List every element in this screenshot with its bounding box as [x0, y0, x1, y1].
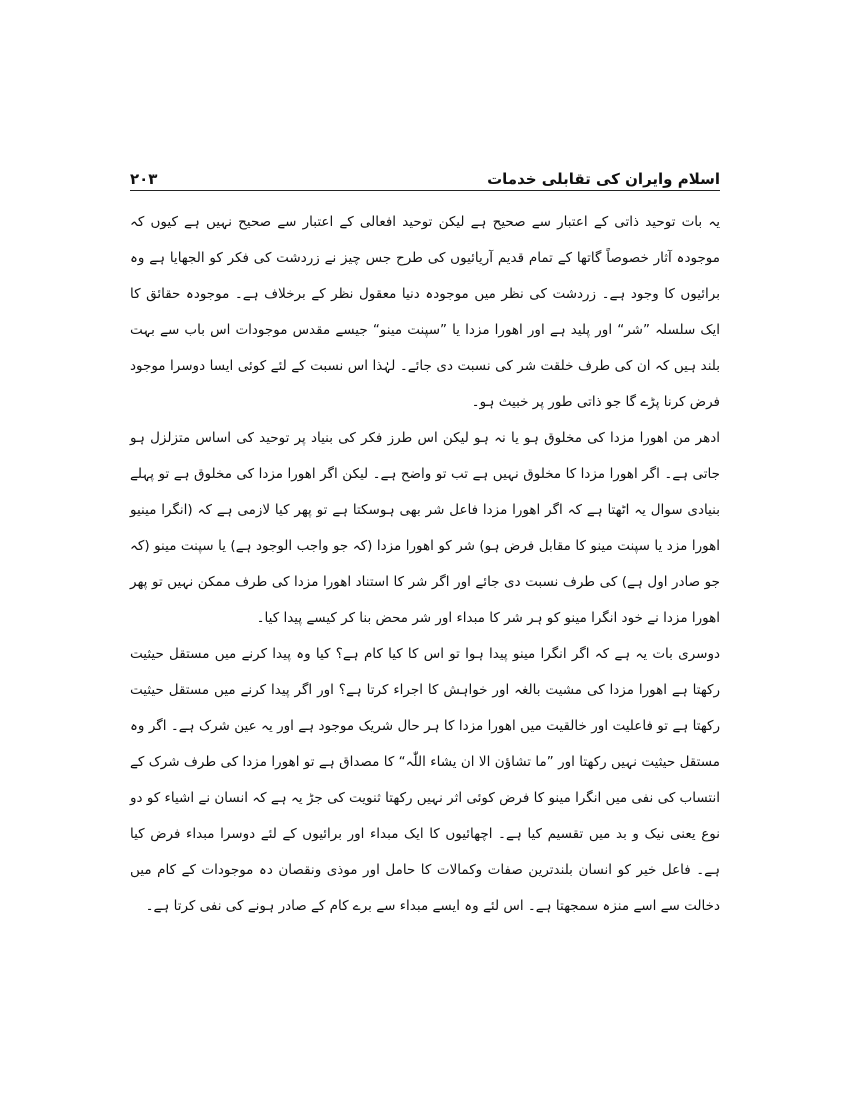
body-text	[130, 204, 720, 924]
paragraph-3: دوسری بات یہ ہے کہ اگر انگرا مینو پیدا ہوا تو اس کا کیا کام ہے؟ کیا وہ پیدا کرنے میں مستقل حیثیت رکھتا ہے اھورا مزدا کی مشیت بالغہ اور خواہش کا اجراء کرتا ہے؟ اور اگر پیدا کرنے میں مستقل حیثیت رکھتا ہے تو فاعلیت اور خالقیت میں اھورا مزدا کا ہر حال شریک موجود ہے اور یہ عین شرک ہے۔ اگر وہ مستقل حیثیت نہیں رکھتا اور ”ما تشاؤن الا ان یشاء اللّٰہ“ کا مصداق ہے تو اھورا مزدا کی طرف شرک کے انتساب کی نفی میں انگرا مینو کا فرض کوئی اثر نہیں رکھتا ثنویت کی جڑ یہ ہے کہ انسان نے اشیاء کو دو نوع یعنی نیک و بد میں تقسیم کیا ہے۔ اچھائیوں کا ایک مبداء اور برائیوں کے لئے دوسرا مبداء فرض کیا ہے۔ فاعل خیر کو انسان بلندترین صفات وکمالات کا حامل اور موذی ونقصان دہ موجودات کے کام میں دخالت سے اسے منزہ سمجھتا ہے۔ اس لئے وہ ایسے مبداء سے برے کام کے صادر ہونے کی نفی کرتا ہے۔	[130, 646, 720, 914]
header-divider	[130, 190, 720, 191]
paragraph-1: یہ بات توحید ذاتی کے اعتبار سے صحیح ہے لیکن توحید افعالی کے اعتبار سے صحیح نہیں ہے کیوں کہ موجودہ آثار خصوصاً گاتھا کے تمام قدیم آریائیوں کی طرح جس چیز نے زردشت کی فکر کو الجھایا ہے وہ برائیوں کا وجود ہے۔ زردشت کی نظر میں موجودہ دنیا معقول نظر کے برخلاف ہے۔ موجودہ حقائق کا ایک سلسلہ ”شر“ اور پلید ہے اور اھورا مزدا یا ”سپنت مینو“ جیسے مقدس موجودات اس باب سے بہت بلند ہیں کہ ان کی طرف خلقت شر کی نسبت دی جائے۔ لہٰذا اس نسبت کے لئے کوئی ایسا دوسرا موجود فرض کرنا پڑے گا جو ذاتی طور پر خبیث ہو۔	[130, 214, 720, 410]
running-header-title: اسلام وایران کی تقابلی خدمات	[487, 170, 720, 188]
page-number: ۲۰۳	[130, 170, 158, 188]
running-header	[130, 160, 720, 188]
paragraph-2: ادھر من اھورا مزدا کی مخلوق ہو یا نہ ہو لیکن اس طرز فکر کی بنیاد پر توحید کی اساس متزلزل ہو جاتی ہے۔ اگر اھورا مزدا کا مخلوق نہیں ہے تب تو واضح ہے۔ لیکن اگر اھورا مزدا کی مخلوق ہے تو پہلے بنیادی سوال یہ اٹھتا ہے کہ اگر اھورا مزدا فاعل شر بھی ہوسکتا ہے تو پھر کیا لازمی ہے کہ (انگرا مینیو اھورا مزد یا سپنت مینو کا مقابل فرض ہو) شر کو اھورا مزدا (کہ جو واجب الوجود ہے) یا سپنت مینو (کہ جو صادر اول ہے) کی طرف نسبت دی جائے اور اگر شر کا استناد اھورا مزدا کی طرف ممکن نہیں تو پھر اھورا مزدا نے خود انگرا مینو کو ہر شر کا مبداء اور شر محض بنا کر کیسے پیدا کیا۔	[130, 430, 720, 626]
